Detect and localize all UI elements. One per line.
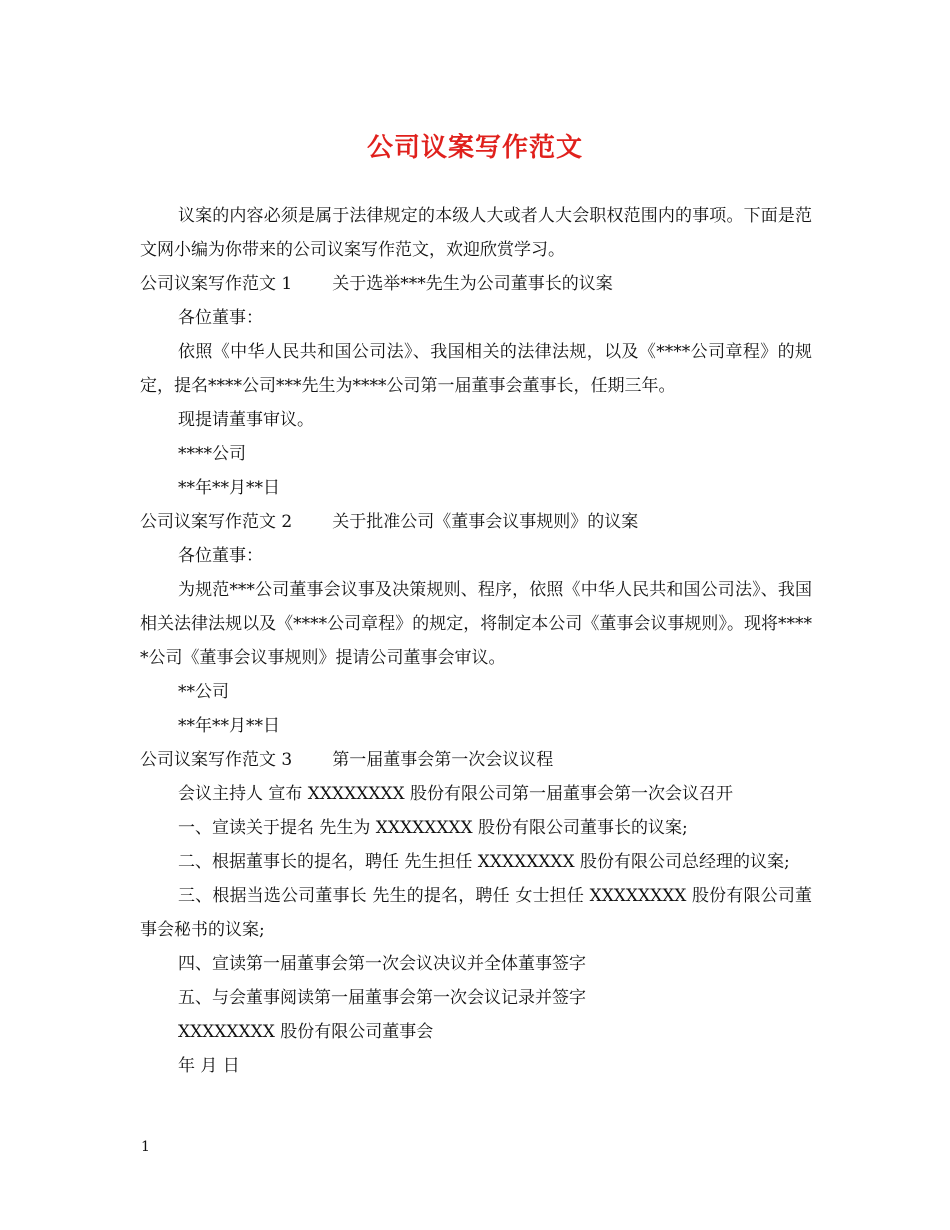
- agenda-item: 一、宣读关于提名 先生为 XXXXXXXX 股份有限公司董事长的议案;: [178, 818, 688, 838]
- document-title: 公司议案写作范文: [366, 133, 583, 163]
- section3-signature: XXXXXXXX 股份有限公司董事会: [178, 1022, 434, 1042]
- agenda-item: 五、与会董事阅读第一届董事会第一次会议记录并签字: [178, 988, 586, 1008]
- agenda-item: 二、根据董事长的提名，聘任 先生担任 XXXXXXXX 股份有限公司总经理的议案;: [178, 852, 790, 872]
- agenda-item: 三、根据当选公司董事长 先生的提名，聘任 女士担任 XXXXXXXX 股份有限公司董事会秘书的议案;: [140, 886, 812, 940]
- section3-heading-subject: 第一届董事会第一次会议议程: [332, 750, 554, 770]
- section1-request: 现提请董事审议。: [178, 410, 314, 430]
- document-body: [140, 199, 812, 1083]
- section1-heading-subject: 关于选举***先生为公司董事长的议案: [332, 274, 613, 294]
- section3-date: 年 月 日: [178, 1056, 240, 1076]
- page-number: 1: [141, 1139, 150, 1155]
- section3-heading: [140, 743, 812, 777]
- section2-company: **公司: [178, 682, 229, 702]
- section1-salutation: 各位董事：: [178, 308, 263, 328]
- agenda-item: 四、宣读第一届董事会第一次会议决议并全体董事签字: [178, 954, 586, 974]
- section2-heading-subject: 关于批准公司《董事会议事规则》的议案: [332, 512, 639, 532]
- section1-heading: [140, 267, 812, 301]
- intro-paragraph: 议案的内容必须是属于法律规定的本级人大或者人大会职权范围内的事项。下面是范文网小编为你带来的公司议案写作范文，欢迎欣赏学习。: [140, 206, 812, 260]
- section1-body: 依照《中华人民共和国公司法》、我国相关的法律法规，以及《****公司章程》的规定，提名****公司***先生为****公司第一届董事会董事长，任期三年。: [140, 342, 812, 396]
- section1-company: ****公司: [178, 444, 246, 464]
- section2-heading-label: 公司议案写作范文 2: [140, 512, 293, 532]
- section3-heading-label: 公司议案写作范文 3: [140, 750, 293, 770]
- section1-date: **年**月**日: [178, 478, 280, 498]
- section1-heading-label: 公司议案写作范文 1: [140, 274, 293, 294]
- section2-heading: [140, 505, 812, 539]
- section2-salutation: 各位董事：: [178, 546, 263, 566]
- agenda-item: 会议主持人 宣布 XXXXXXXX 股份有限公司第一届董事会第一次会议召开: [178, 784, 734, 804]
- section2-date: **年**月**日: [178, 716, 280, 736]
- section2-body: 为规范***公司董事会议事及决策规则、程序，依照《中华人民共和国公司法》、我国相关法律法规以及《****公司章程》的规定，将制定本公司《董事会议事规则》。现将*****公司《董事会议事规则》提请公司董事会审议。: [140, 580, 812, 668]
